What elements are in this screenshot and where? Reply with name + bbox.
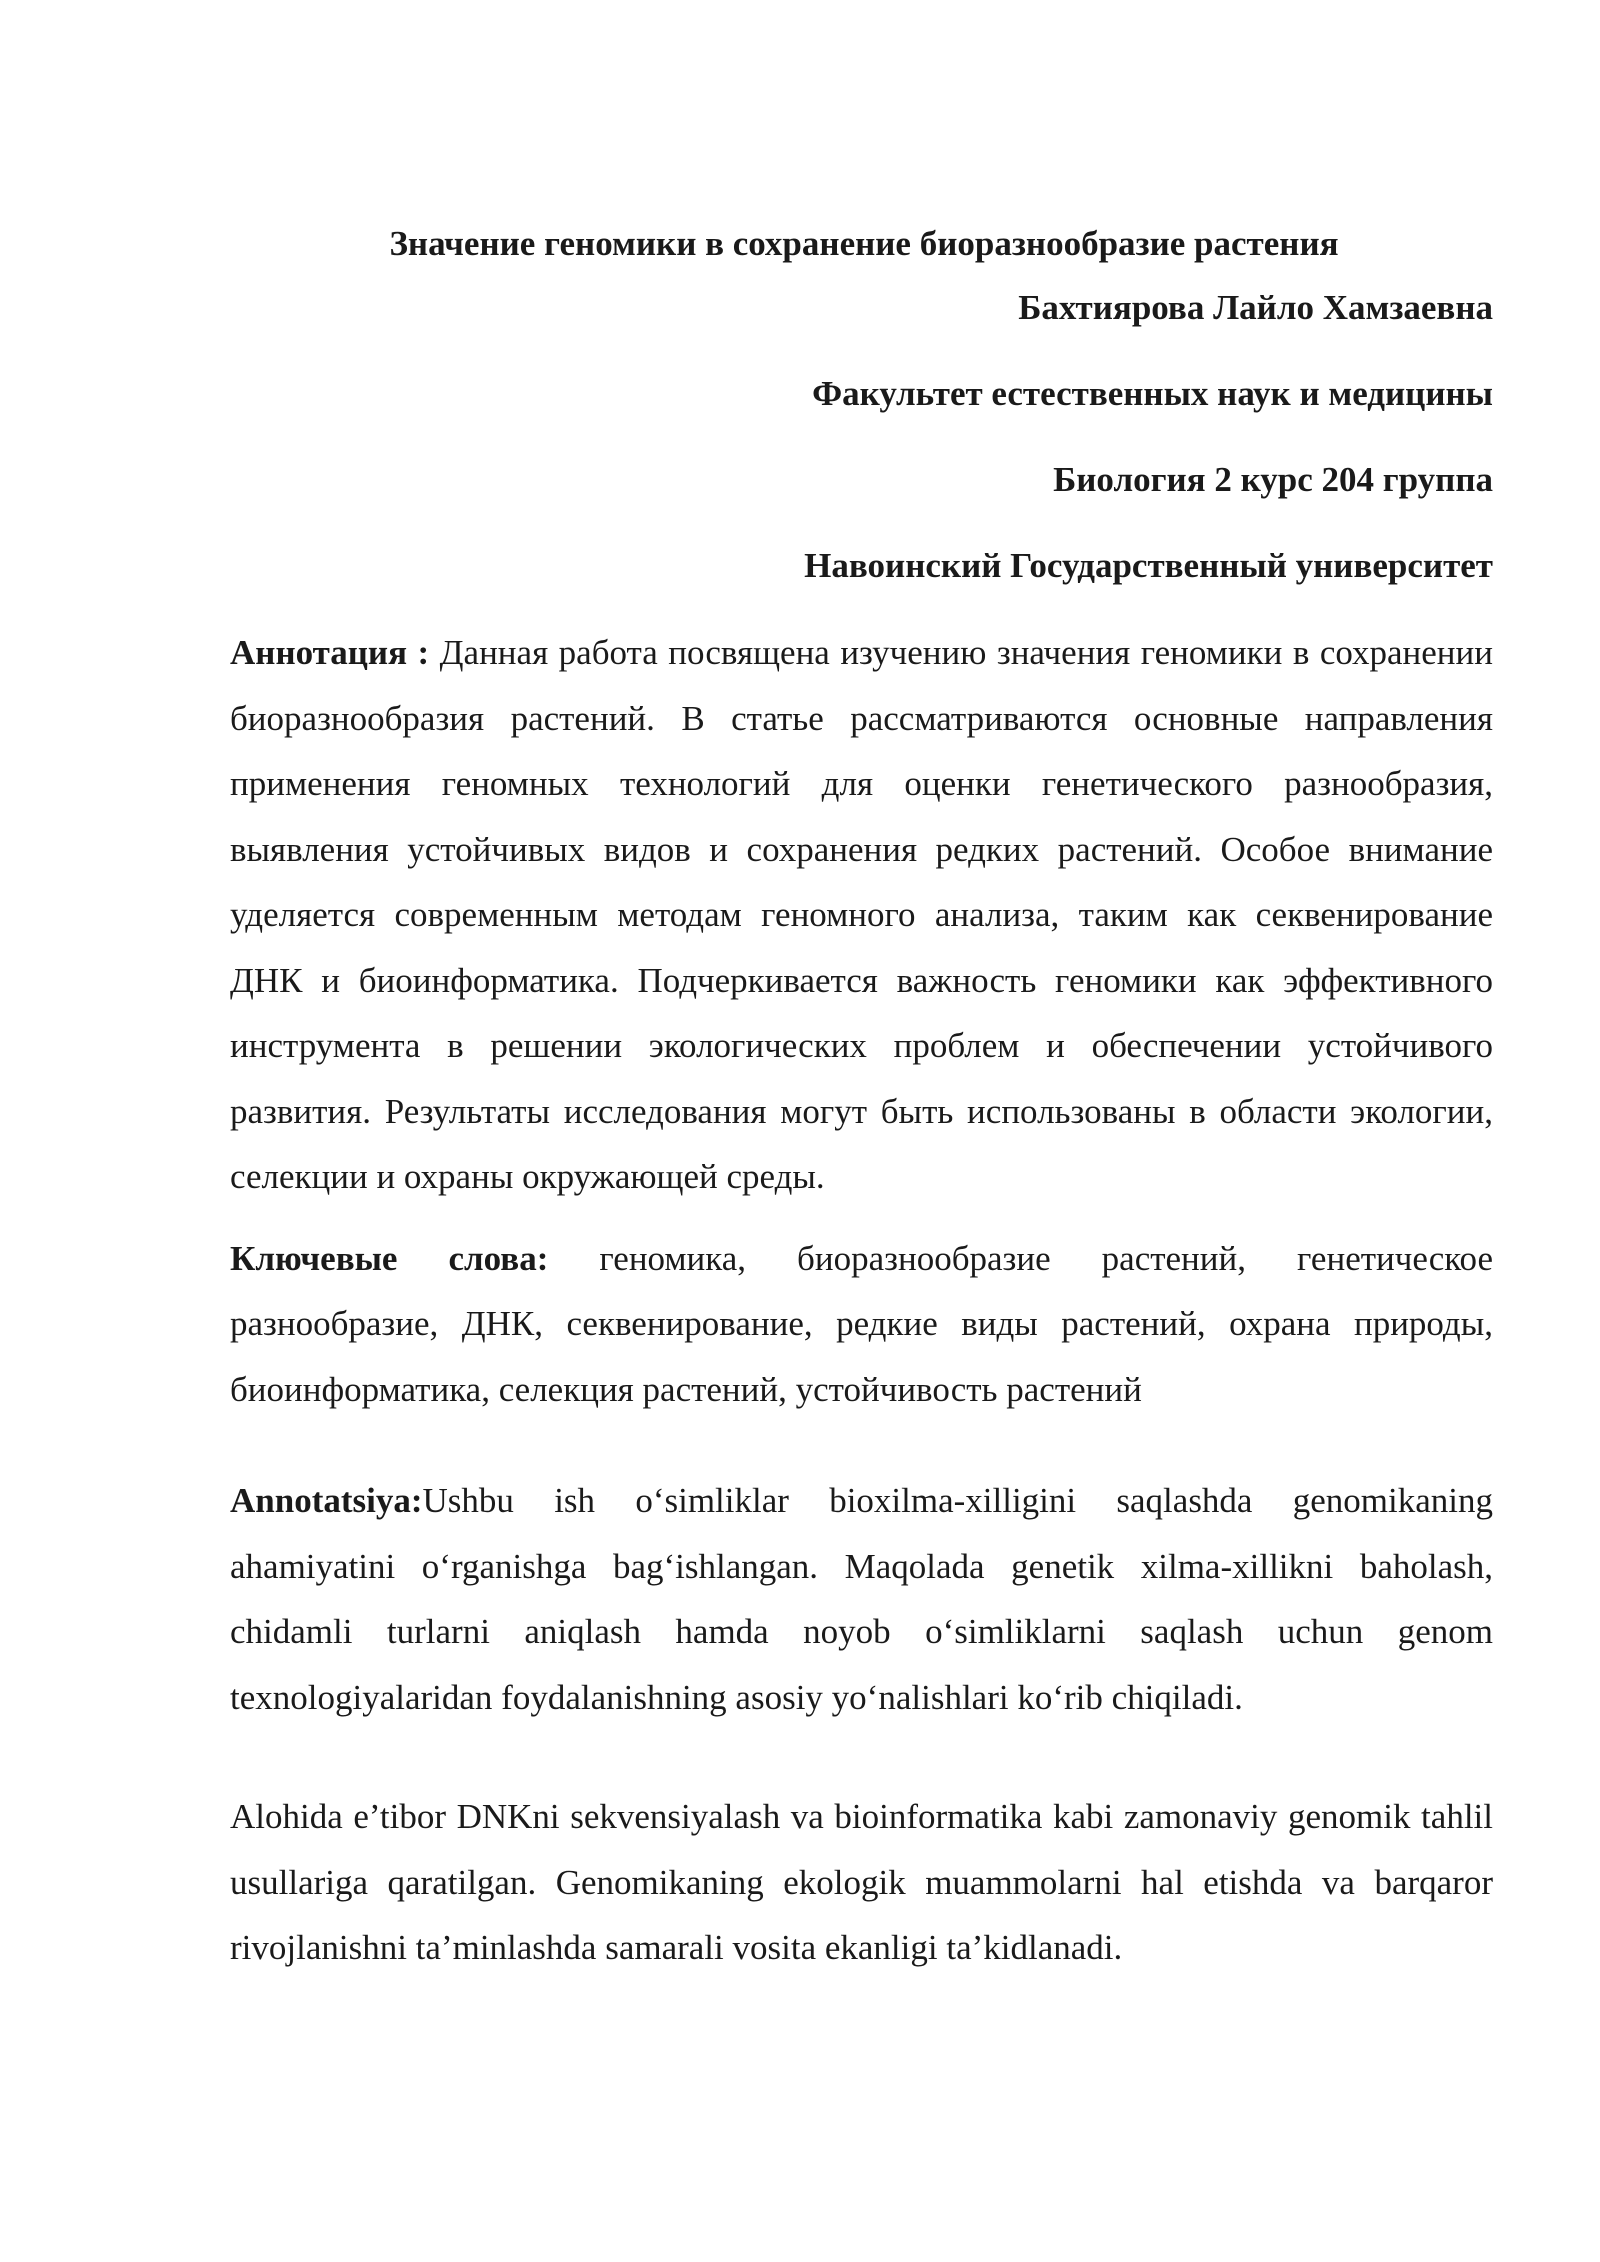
keywords-ru-text: геномика, биоразнообразие растений, генетическое разнообразие, ДНК, секвенирование, редкие виды растений, охрана природы, биоинформатика, селекция растений, устойчивость растений xyxy=(230,1238,1493,1409)
keywords-ru-label: Ключевые слова: xyxy=(230,1238,549,1278)
faculty-name: Факультет естественных наук и медицины xyxy=(812,374,1493,413)
annotation-uz-label: Annotatsiya: xyxy=(230,1481,423,1520)
paper-title: Значение геномики в сохранение биоразнообразие растения xyxy=(389,224,1339,263)
annotation-ru-label: Аннотация : xyxy=(230,633,430,672)
annotation-uz xyxy=(230,1468,1493,1730)
annotation-ru-text: Данная работа посвящена изучению значения геномики в сохранении биоразнообразия растений. В статье рассматриваются основные направления применения геномных технологий для оценки генетического разнообразия, выявления устойчивых видов и сохранения редких растений. Особое внимание уделяется современным методам геномного анализа, таким как секвенирование ДНК и биоинформатика. Подчеркивается важность геномики как эффективного инструмента в решении экологических проблем и обеспечении устойчивого развития. Результаты исследования могут быть использованы в области экологии, селекции и охраны окружающей среды. xyxy=(230,633,1493,1196)
paragraph-uz-2: Alohida e’tibor DNKni sekvensiyalash va bioinformatika kabi zamonaviy genomik tahlil usullariga qaratilgan. Genomikaning ekologik muammolarni hal etishda va barqaror rivojlanishni ta’minlashda samarali vosita ekanligi ta’kidlanadi. xyxy=(230,1797,1493,1967)
group-info: Биология 2 курс 204 группа xyxy=(1053,460,1493,499)
annotation-ru xyxy=(230,620,1493,1210)
university-name: Навоинский Государственный университет xyxy=(804,546,1493,585)
keywords-ru xyxy=(230,1226,1493,1423)
annotation-uz-text: Ushbu ish oʻsimliklar bioxilma-xilligini saqlashda genomikaning ahamiyatini oʻrganishga bagʻishlangan. Maqolada genetik xilma-xillikni baholash, chidamli turlarni aniqlash hamda noyob oʻsimliklarni saqlash uchun genom texnologiyalaridan foydalanishning asosiy yoʻnalishlari koʻrib chiqiladi. xyxy=(230,1481,1493,1717)
document-page xyxy=(230,222,1493,1981)
author-name: Бахтиярова Лайло Хамзаевна xyxy=(1018,288,1493,327)
